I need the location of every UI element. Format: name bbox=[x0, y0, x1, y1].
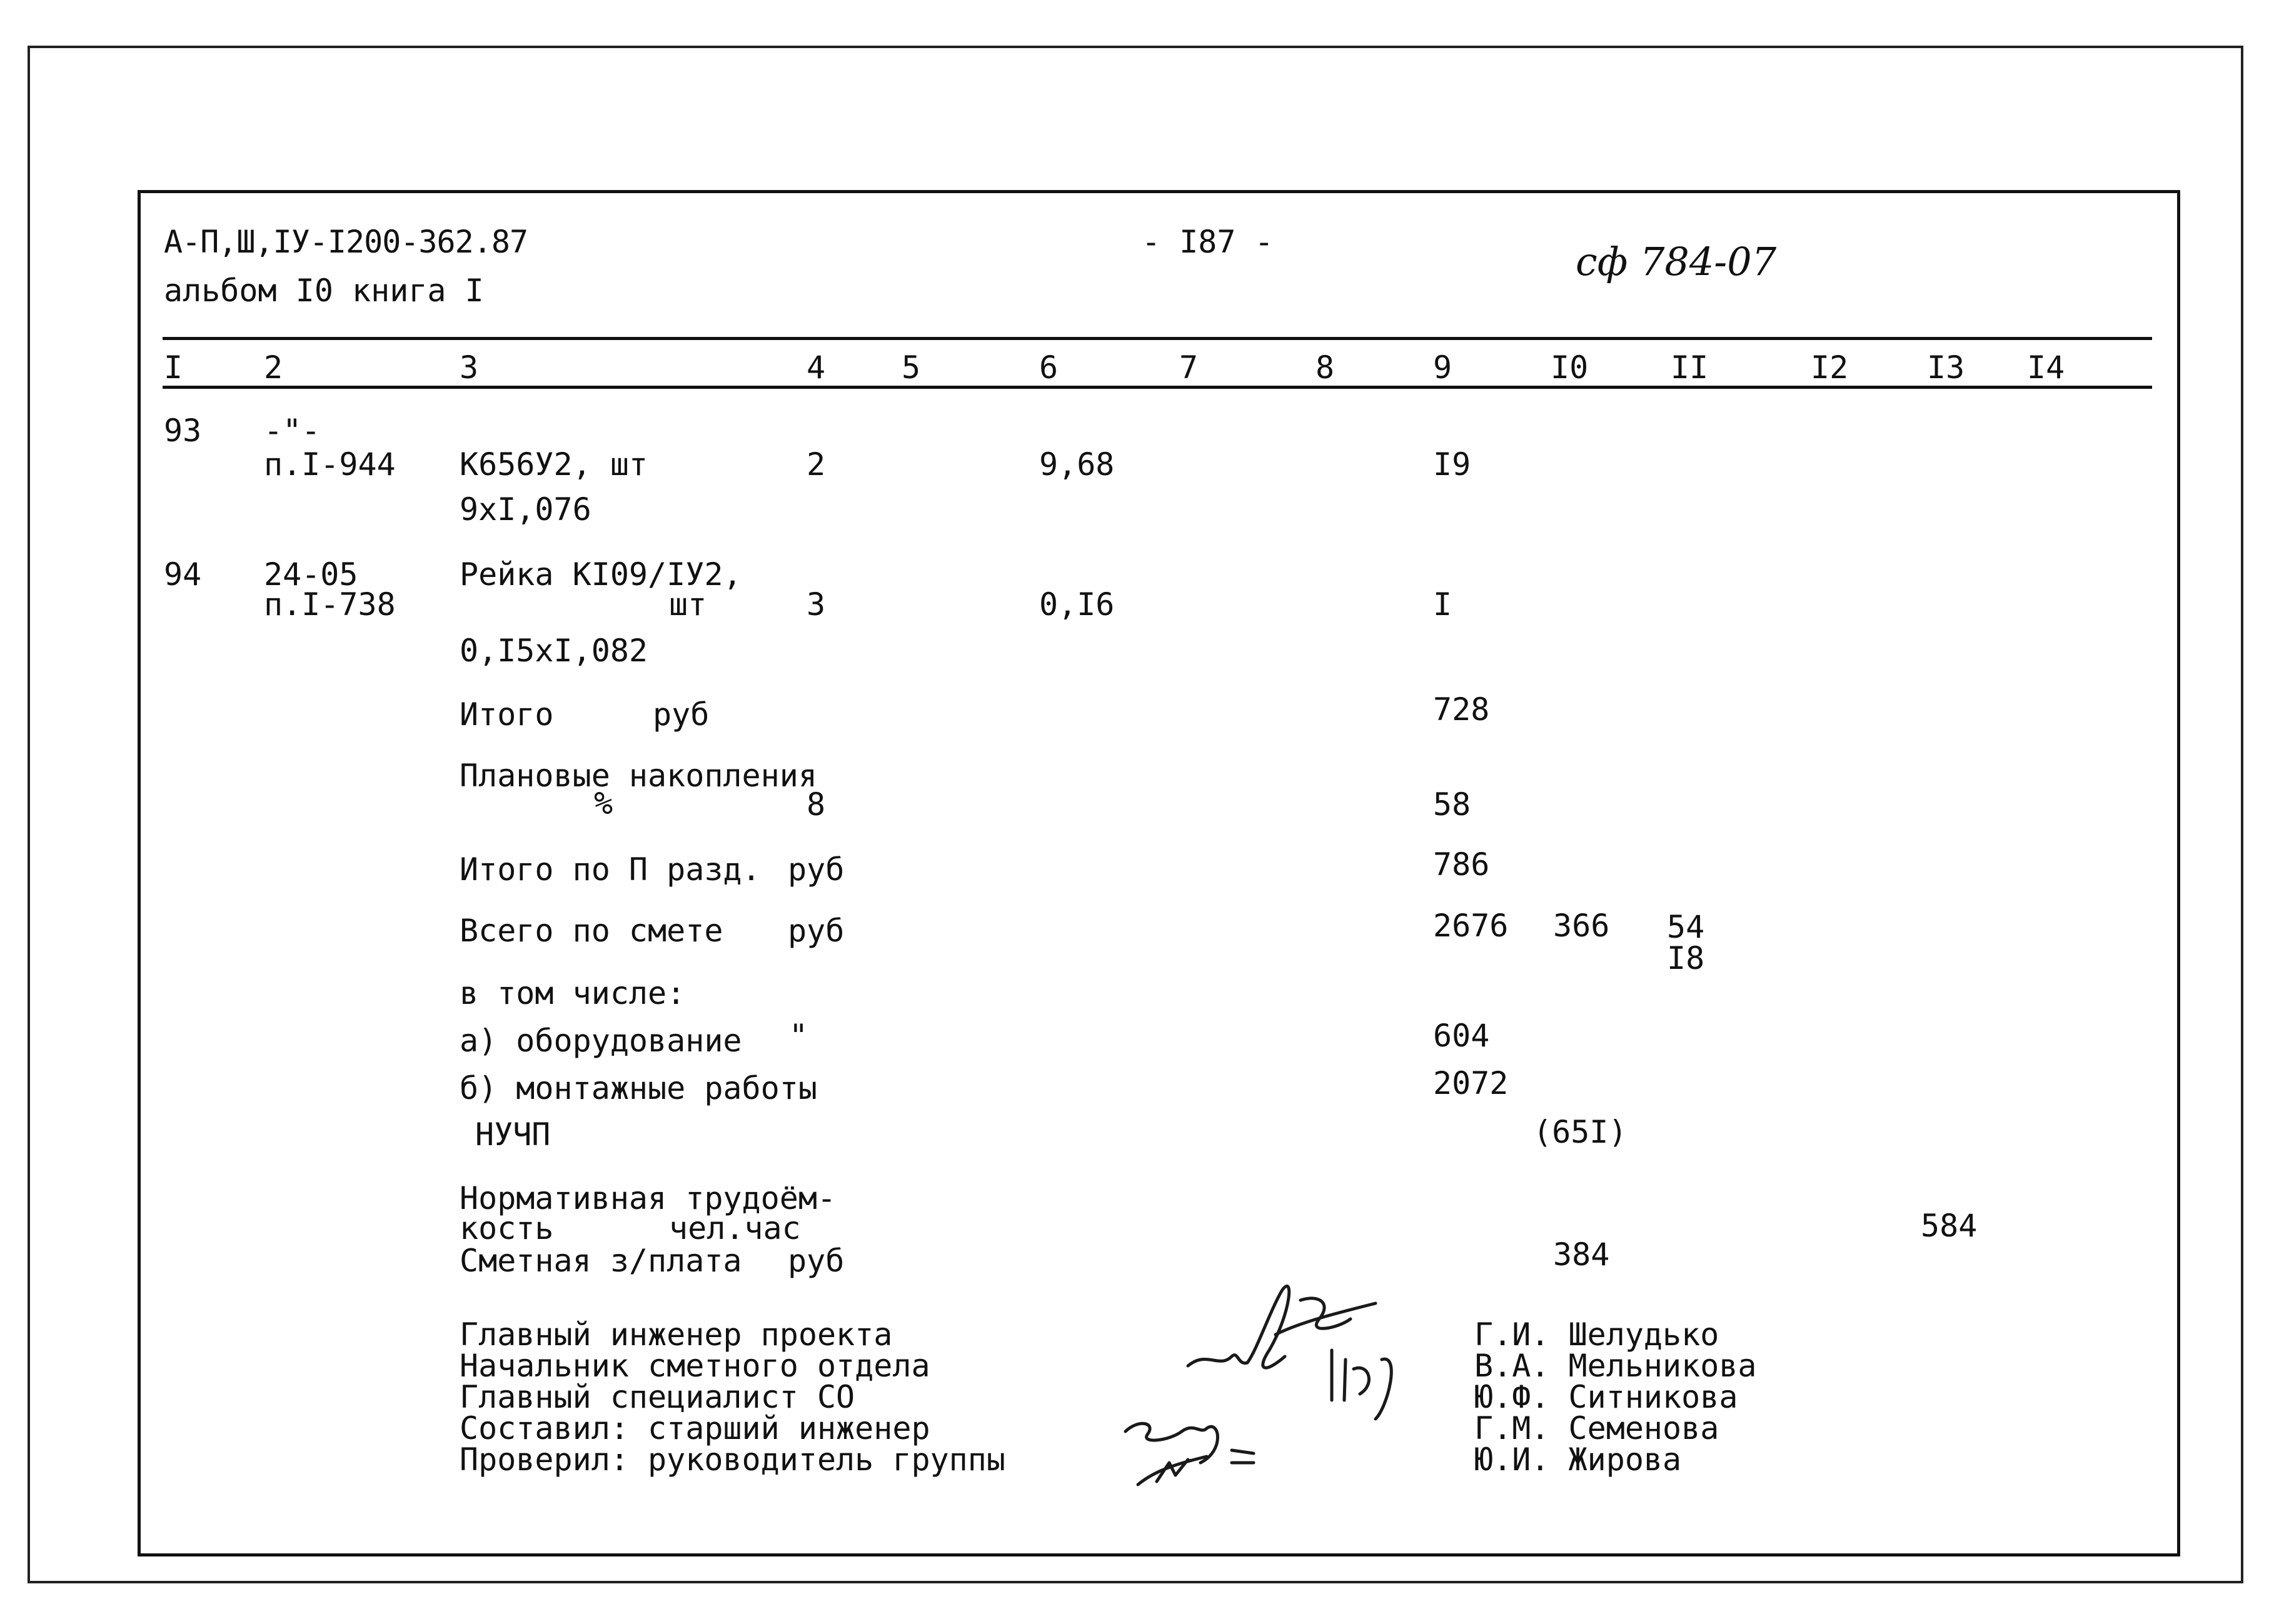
column-number: I4 bbox=[2027, 349, 2065, 386]
item-total: I9 bbox=[1433, 446, 1471, 483]
vsego-unit: руб bbox=[788, 913, 845, 949]
handwritten-signatures bbox=[1113, 1275, 1463, 1500]
item-unit-price: 0,I6 bbox=[1039, 586, 1115, 623]
signatory-name: Г.И. Шелудько bbox=[1474, 1316, 1719, 1353]
album-book: альбом I0 книга I bbox=[164, 273, 484, 309]
vsego-col11-value: 54 bbox=[1667, 909, 1705, 945]
norm-label: кость bbox=[460, 1210, 554, 1246]
signature-role: Составил: старший инженер bbox=[460, 1410, 930, 1446]
column-number: 9 bbox=[1433, 349, 1452, 386]
item-unit: шт bbox=[669, 586, 707, 623]
ditto-mark: " bbox=[789, 1018, 808, 1054]
row-number: 94 bbox=[164, 556, 202, 593]
signature-role: Главный специалист СО bbox=[460, 1379, 855, 1415]
itogo-value: 728 bbox=[1433, 691, 1490, 728]
item-quantity: 3 bbox=[807, 586, 826, 623]
razd-unit: руб bbox=[788, 851, 845, 888]
wage-label: Сметная з/плата bbox=[460, 1243, 742, 1279]
header-rule-bottom bbox=[163, 386, 2152, 389]
header-rule-top bbox=[163, 337, 2152, 340]
signatory-name: Ю.И. Жирова bbox=[1474, 1441, 1682, 1478]
vsego-col10-value: 366 bbox=[1553, 908, 1610, 944]
column-number: 3 bbox=[460, 349, 479, 386]
item-unit-price: 9,68 bbox=[1039, 446, 1115, 483]
column-number: II bbox=[1671, 349, 1709, 386]
row-number: 93 bbox=[164, 413, 202, 449]
item-quantity: 2 bbox=[807, 446, 826, 483]
signature-role: Проверил: руководитель группы bbox=[460, 1441, 1005, 1478]
item-calculation: 0,I5хI,082 bbox=[460, 633, 648, 669]
vsego-col11-value: I8 bbox=[1667, 940, 1705, 976]
column-number: I3 bbox=[1927, 349, 1965, 386]
column-number: 7 bbox=[1179, 349, 1199, 386]
nuchp-value: (65I) bbox=[1533, 1114, 1627, 1150]
razd-value: 786 bbox=[1433, 846, 1490, 883]
item-code: п.I-738 bbox=[264, 586, 396, 623]
column-number: 5 bbox=[902, 349, 921, 386]
plan-label: Плановые накопления bbox=[460, 758, 817, 794]
plan-unit: % bbox=[594, 785, 613, 821]
signatory-name: Г.М. Семенова bbox=[1474, 1410, 1719, 1446]
column-number: I2 bbox=[1811, 349, 1849, 386]
column-number: I bbox=[164, 349, 183, 386]
installation-label: б) монтажные работы bbox=[460, 1070, 817, 1106]
ditto-mark: -"- bbox=[264, 413, 321, 449]
plan-rate: 8 bbox=[807, 786, 826, 823]
wage-unit: руб bbox=[788, 1243, 845, 1279]
itogo-unit: руб bbox=[653, 696, 710, 733]
handwritten-registration-mark: сф 784-07 bbox=[1576, 239, 1777, 284]
page-number: - I87 - bbox=[1142, 224, 1274, 260]
item-total: I bbox=[1433, 586, 1452, 623]
column-number: 4 bbox=[807, 349, 826, 386]
vsego-label: Всего по смете bbox=[460, 913, 723, 949]
signatory-name: В.А. Мельникова bbox=[1474, 1348, 1757, 1384]
signatory-name: Ю.Ф. Ситникова bbox=[1474, 1379, 1738, 1415]
item-calculation: 9хI,076 bbox=[460, 491, 591, 528]
signature-role: Главный инженер проекта bbox=[460, 1316, 893, 1353]
nuchp-label: НУЧП bbox=[475, 1116, 551, 1153]
item-code: п.I-944 bbox=[264, 446, 396, 483]
equipment-value: 604 bbox=[1433, 1018, 1490, 1054]
norm-unit: чел.час bbox=[669, 1210, 801, 1246]
column-number: 2 bbox=[264, 349, 283, 386]
column-number: 6 bbox=[1039, 349, 1059, 386]
plan-value: 58 bbox=[1433, 786, 1471, 823]
document-code: А-П,Ш,IУ-I200-362.87 bbox=[164, 224, 528, 260]
equipment-label: а) оборудование bbox=[460, 1023, 742, 1059]
item-description: Рейка КI09/IУ2, bbox=[460, 556, 742, 593]
vtom-label: в том числе: bbox=[460, 975, 686, 1011]
itogo-label: Итого bbox=[460, 696, 554, 733]
signature-role: Начальник сметного отдела bbox=[460, 1348, 930, 1384]
item-description: К656У2, шт bbox=[460, 446, 648, 483]
vsego-col9-value: 2676 bbox=[1433, 908, 1509, 944]
wage-value: 384 bbox=[1553, 1236, 1610, 1273]
norm-value: 584 bbox=[1921, 1208, 1978, 1244]
item-code: 24-05 bbox=[264, 556, 358, 593]
razd-label: Итого по П разд. bbox=[460, 851, 761, 888]
installation-value: 2072 bbox=[1433, 1065, 1509, 1101]
column-number: I0 bbox=[1551, 349, 1589, 386]
column-number: 8 bbox=[1316, 349, 1335, 386]
norm-label: Нормативная трудоём- bbox=[460, 1180, 837, 1216]
